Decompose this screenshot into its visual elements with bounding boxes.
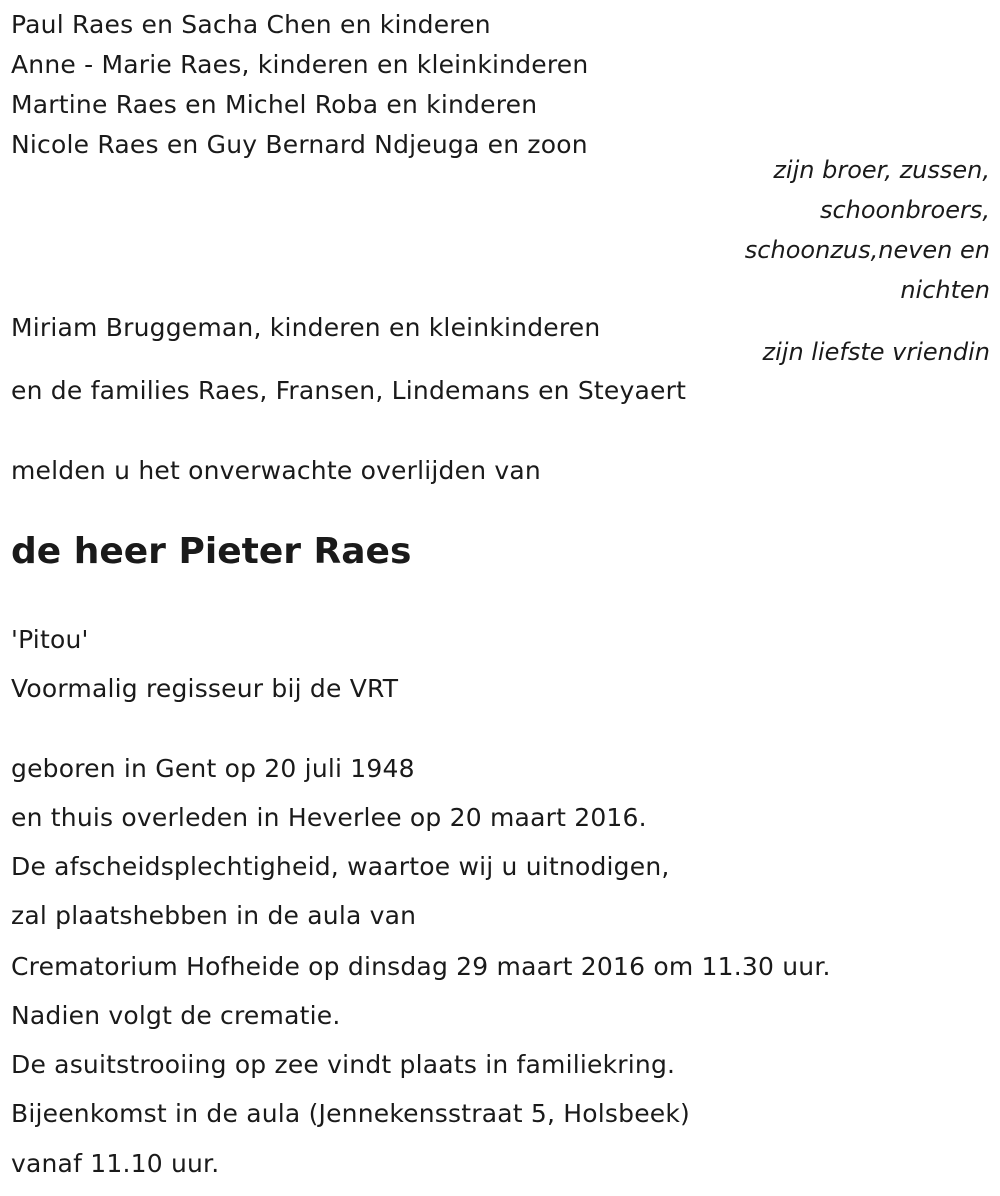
detail-line-birth: geboren in Gent op 20 juli 1948	[11, 754, 415, 783]
family-line-3: Martine Raes en Michel Roba en kinderen	[11, 90, 538, 119]
friend-line: Miriam Bruggeman, kinderen en kleinkinderen	[11, 313, 601, 342]
relation-line-1: zijn broer, zussen,	[773, 156, 990, 184]
detail-line-gathering: Bijeenkomst in de aula (Jennekensstraat 5, Holsbeek)	[11, 1099, 691, 1128]
family-line-4: Nicole Raes en Guy Bernard Ndjeuga en zoon	[11, 130, 588, 159]
detail-line-cremation: Nadien volgt de crematie.	[11, 1001, 341, 1030]
relation-line-4: nichten	[900, 276, 990, 304]
deceased-name: de heer Pieter Raes	[11, 531, 412, 572]
announcement-line: melden u het onverwachte overlijden van	[11, 456, 541, 485]
detail-line-ceremony: Crematorium Hofheide op dinsdag 29 maart 2016 om 11.30 uur.	[11, 952, 831, 981]
friend-relation: zijn liefste vriendin	[762, 338, 990, 366]
detail-line-invitation: De afscheidsplechtigheid, waartoe wij u uitnodigen,	[11, 852, 670, 881]
occupation: Voormalig regisseur bij de VRT	[11, 674, 399, 703]
detail-line-ashes: De asuitstrooiing op zee vindt plaats in familiekring.	[11, 1050, 676, 1079]
nickname: 'Pitou'	[11, 625, 89, 654]
family-line-2: Anne - Marie Raes, kinderen en kleinkinderen	[11, 50, 589, 79]
relation-line-2: schoonbroers,	[819, 196, 990, 224]
detail-line-time: vanaf 11.10 uur.	[11, 1149, 220, 1178]
detail-line-location: zal plaatshebben in de aula van	[11, 901, 417, 930]
detail-line-death: en thuis overleden in Heverlee op 20 maart 2016.	[11, 803, 647, 832]
families-line: en de families Raes, Fransen, Lindemans en Steyaert	[11, 376, 687, 405]
family-line-1: Paul Raes en Sacha Chen en kinderen	[11, 10, 491, 39]
relation-line-3: schoonzus,neven en	[744, 236, 990, 264]
